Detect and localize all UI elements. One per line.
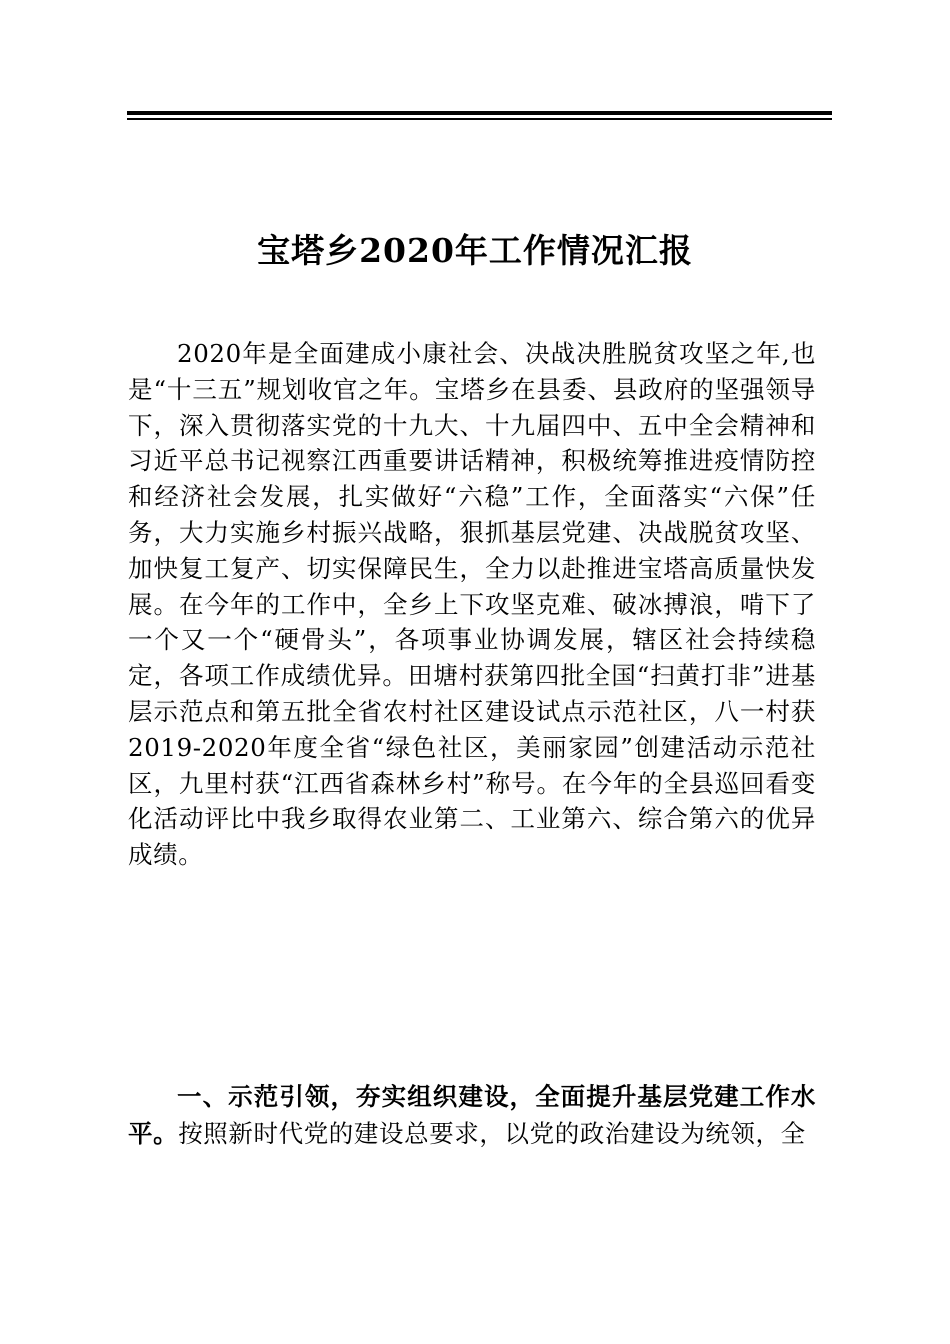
section-one-text: 按照新时代党的建设总要求，以党的政治建设为统领，全 (178, 1119, 806, 1148)
document-title: 宝塔乡2020年工作情况汇报 (257, 231, 693, 270)
section-one-heading: 一、示范引领，夯实组织建设，全面提升基层党建工作水平。 (128, 1082, 816, 1148)
section-one-paragraph (128, 1078, 816, 1152)
header-rule-thick (127, 111, 832, 115)
header-rule-thin (127, 118, 832, 120)
intro-paragraph: 2020年是全面建成小康社会、决战决胜脱贫攻坚之年,也是“十三五”规划收官之年。宝塔乡在县委、县政府的坚强领导下，深入贯彻落实党的十九大、十九届四中、五中全会精神和习近平总书记视察江西重要讲话精神，积极统筹推进疫情防控和经济社会发展，扎实做好“六稳”工作，全面落实“六保”任务，大力实施乡村振兴战略，狠抓基层党建、决战脱贫攻坚、加快复工复产、切实保障民生，全力以赴推进宝塔高质量快发展。在今年的工作中，全乡上下攻坚克难、破冰搏浪，啃下了一个又一个“硬骨头”，各项事业协调发展，辖区社会持续稳定，各项工作成绩优异。田塘村获第四批全国“扫黄打非”进基层示范点和第五批全省农村社区建设试点示范社区，八一村获2019-2020年度全省“绿色社区，美丽家园”创建活动示范社区，九里村获“江西省森林乡村”称号。在今年的全县巡回看变化活动评比中我乡取得农业第二、工业第六、综合第六的优异成绩。 (128, 339, 816, 870)
